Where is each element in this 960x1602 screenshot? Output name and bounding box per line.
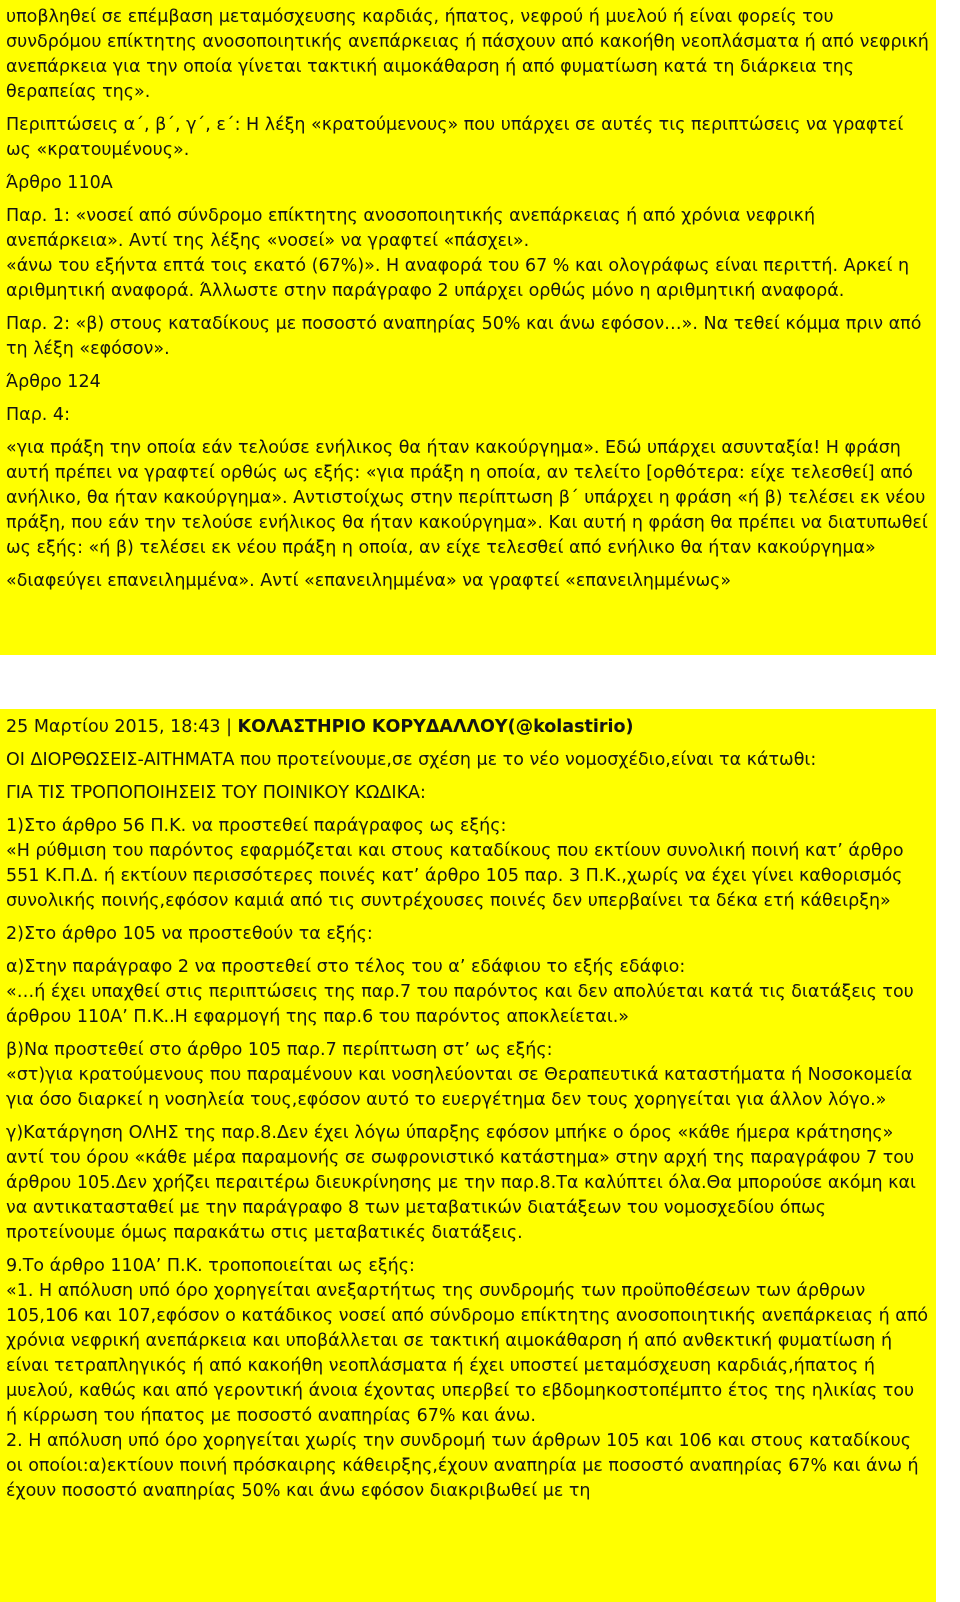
paragraph: «άνω του εξήντα επτά τοις εκατό (67%)». Η αναφορά του 67 % και ολογράφως είναι περιττή. Αρκεί η αριθμητική αναφορά. Άλλωστε στην παράγραφο 2 υπάρχει ορθώς μόνο η αριθμητική αναφορά.	[6, 256, 910, 301]
paragraph: «διαφεύγει επανειλημμένα». Αντί «επανειλημμένα» να γραφτεί «επανειλημμένως»	[6, 571, 732, 591]
article-heading: Άρθρο 110Α	[6, 173, 113, 193]
paragraph: Παρ. 4:	[6, 405, 70, 425]
paragraph: ΟΙ ΔΙΟΡΘΩΣΕΙΣ-ΑΙΤΗΜΑΤΑ που προτείνουμε,σε σχέση με το νέο νομοσχέδιο,είναι τα κάτωθι:	[6, 750, 817, 770]
paragraph: «στ)για κρατούμενους που παραμένουν και νοσηλεύονται σε Θεραπευτικά καταστήματα ή Νοσοκομεία για όσο διαρκεί η νοσηλεία τους,εφόσον αυτό το ευεργέτημα δεν τους χορηγείται για άλλον λόγο.»	[6, 1065, 913, 1110]
paragraph: υποβληθεί σε επέμβαση μεταμόσχευσης καρδιάς, ήπατος, νεφρού ή μυελού ή είναι φορείς του συνδρόμου επίκτητης ανοσοποιητικής ανεπάρκειας ή πάσχουν από κακοήθη νεοπλάσματα ή από νεφρική ανεπάρκεια για την οποία γίνεται τακτική αιμοκάθαρση ή από φυματίωση κατά τη διάρκεια της θεραπείας της».	[6, 7, 929, 102]
paragraph: 9.Το άρθρο 110Α’ Π.Κ. τροποποιείται ως εξής:	[6, 1256, 415, 1276]
paragraph: γ)Κατάργηση ΟΛΗΣ της παρ.8.Δεν έχει λόγω ύπαρξης εφόσον μπήκε ο όρος «κάθε ήμερα κράτησης» αντί του όρου «κάθε μέρα παραμονής σε σωφρονιστικό κατάστημα» στην αρχή της παραγράφου 7 του άρθρου 105.Δεν χρήζει περαιτέρω διευκρίνησης με την παρ.8.Τα καλύπτει όλα.Θα μπορούσε ακόμη και να αντικατασταθεί με την παράγραφο 8 των μεταβατικών διατάξεων του νομοσχεδίου όπως προτείνουμε όμως παρακάτω στις μεταβατικές διατάξεις.	[6, 1123, 916, 1243]
comment-date: 25 Μαρτίου 2015, 18:43 |	[6, 717, 238, 737]
comment-block-kolastirio	[0, 709, 936, 1602]
paragraph: β)Να προστεθεί στο άρθρο 105 παρ.7 περίπτωση στ’ ως εξής:	[6, 1040, 553, 1060]
comment-meta	[6, 715, 930, 740]
article-heading: Άρθρο 124	[6, 372, 101, 392]
paragraph: «1. Η απόλυση υπό όρο χορηγείται ανεξαρτήτως της συνδρομής των προϋποθέσεων των άρθρων 105,106 και 107,εφόσον ο κατάδικος νοσεί από σύνδρομο επίκτητης ανοσοποιητικής ανεπάρκειας ή από χρόνια νεφρική ανεπάρκεια και υποβάλλεται σε τακτική αιμοκάθαρση ή από ανθεκτική φυματίωση ή είναι τετραπληγικός ή από κακοήθη νεοπλάσματα ή έχει υποστεί μεταμόσχευση καρδιάς,ήπατος ή μυελού, καθώς και από γεροντική άνοια έχοντας υπερβεί το εβδομηκοστοπέμπτο έτος της ηλικίας του ή κίρρωση του ήπατος με ποσοστό αναπηρίας 67% και άνω.	[6, 1281, 929, 1426]
paragraph: 1)Στο άρθρο 56 Π.Κ. να προστεθεί παράγραφος ως εξής:	[6, 816, 507, 836]
paragraph: ΓΙΑ ΤΙΣ ΤΡΟΠΟΠΟΙΗΣΕΙΣ ΤΟΥ ΠΟΙΝΙΚΟΥ ΚΩΔΙΚΑ:	[6, 783, 426, 803]
paragraph: 2. Η απόλυση υπό όρο χορηγείται χωρίς την συνδρομή των άρθρων 105 και 106 και στους καταδίκους οι οποίοι:α)εκτίουν ποινή πρόσκαιρης κάθειρξης,έχουν αναπηρία με ποσοστό αναπηρίας 67% και άνω ή έχουν ποσοστό αναπηρίας 50% και άνω εφόσον διακριβωθεί με τη	[6, 1431, 919, 1501]
paragraph: Παρ. 1: «νοσεί από σύνδρομο επίκτητης ανοσοποιητικής ανεπάρκειας ή από χρόνια νεφρική ανεπάρκεια». Αντί της λέξης «νοσεί» να γραφτεί «πάσχει».	[6, 206, 816, 251]
paragraph: «για πράξη την οποία εάν τελούσε ενήλικος θα ήταν κακούργημα». Εδώ υπάρχει ασυνταξία! Η φράση αυτή πρέπει να γραφτεί ορθώς ως εξής: «για πράξη η οποία, αν τελείτο [ορθότερα: είχε τελεσθεί] από ανήλικο, θα ήταν κακούργημα». Αντιστοίχως στην περίπτωση β΄ υπάρχει η φράση «ή β) τελέσει εκ νέου πράξη, που εάν την τελούσε ενήλικος θα ήταν κακούργημα». Και αυτή η φράση θα πρέπει να διατυπωθεί ως εξής: «ή β) τελέσει εκ νέου πράξη η οποία, αν είχε τελεσθεί από ενήλικο θα ήταν κακούργημα»	[6, 438, 928, 558]
paragraph: «…ή έχει υπαχθεί στις περιπτώσεις της παρ.7 του παρόντος και δεν απολύεται κατά τις διατάξεις του άρθρου 110Α’ Π.Κ..Η εφαρμογή της παρ.6 του παρόντος αποκλείεται.»	[6, 982, 914, 1027]
paragraph: «Η ρύθμιση του παρόντος εφαρμόζεται και στους καταδίκους που εκτίουν συνολική ποινή κατ’ άρθρο 551 Κ.Π.Δ. ή εκτίουν περισσότερες ποινές κατ’ άρθρο 105 παρ. 3 Π.Κ.,χωρίς να έχει γίνει καθορισμός συνολικής ποινής,εφόσον καμιά από τις συντρέχουσες ποινές δεν υπερβαίνει τα δέκα ετή κάθειρξη»	[6, 841, 904, 911]
paragraph: 2)Στο άρθρο 105 να προστεθούν τα εξής:	[6, 924, 373, 944]
paragraph: Περιπτώσεις α΄, β΄, γ΄, ε΄: Η λέξη «κρατούμενους» που υπάρχει σε αυτές τις περιπτώσεις να γραφτεί ως «κρατουμένους».	[6, 115, 904, 160]
paragraph: Παρ. 2: «β) στους καταδίκους με ποσοστό αναπηρίας 50% και άνω εφόσον…». Να τεθεί κόμμα πριν από τη λέξη «εφόσον».	[6, 314, 922, 359]
comment-author-link[interactable]: ΚΟΛΑΣΤΗΡΙΟ ΚΟΡΥΔΑΛΛΟΥ(@kolastirio)	[237, 717, 634, 737]
comment-block-previous	[0, 0, 936, 655]
paragraph: α)Στην παράγραφο 2 να προστεθεί στο τέλος του α’ εδάφιου το εξής εδάφιο:	[6, 957, 686, 977]
